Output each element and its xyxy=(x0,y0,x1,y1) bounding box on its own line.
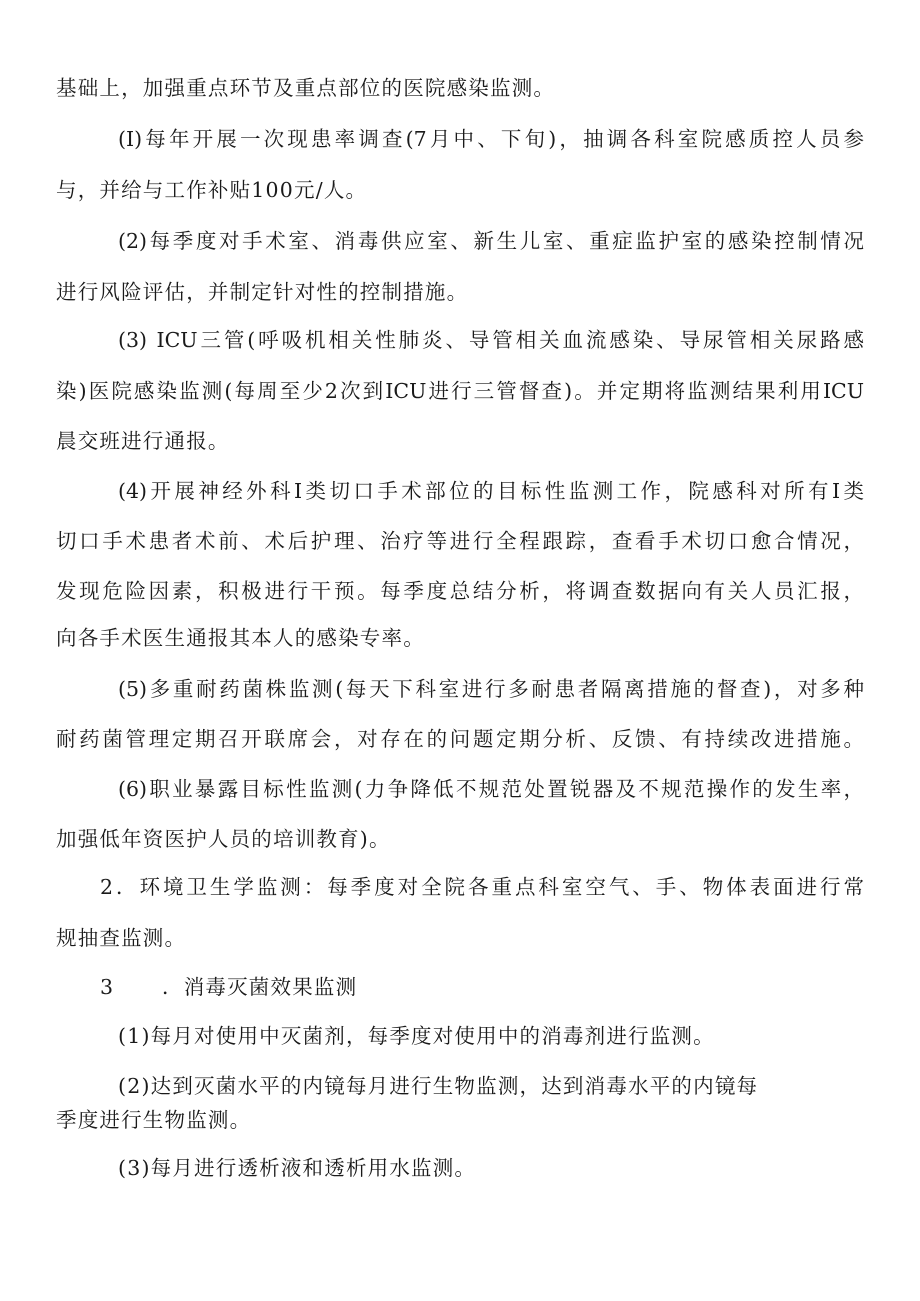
section-heading: ．消毒灭菌效果监测 xyxy=(162,975,358,999)
paragraph-line: (2)达到灭菌水平的内镜每月进行生物监测，达到消毒水平的内镜每 xyxy=(118,1074,759,1098)
paragraph-line: 基础上，加强重点环节及重点部位的医院感染监测。 xyxy=(56,76,556,100)
paragraph-line: 向各手术医生通报其本人的感染专率。 xyxy=(56,626,425,650)
paragraph-line: 染)医院感染监测(每周至少2次到ICU进行三管督查)。并定期将监测结果利用ICU xyxy=(56,379,864,403)
paragraph-line: 晨交班进行通报。 xyxy=(56,429,230,453)
paragraph-line: 与，并给与工作补贴100元/人。 xyxy=(56,178,368,202)
paragraph-line: 加强低年资医护人员的培训教育)。 xyxy=(56,827,391,851)
section-number: 3 xyxy=(100,975,115,999)
paragraph-line: (2)每季度对手术室、消毒供应室、新生儿室、重症监护室的感染控制情况 xyxy=(118,229,864,253)
paragraph-line: (3) ICU三管(呼吸机相关性肺炎、导管相关血流感染、导尿管相关尿路感 xyxy=(118,328,864,352)
paragraph-line: 规抽查监测。 xyxy=(56,926,187,950)
paragraph-line: (4)开展神经外科Ⅰ类切口手术部位的目标性监测工作，院感科对所有Ⅰ类 xyxy=(118,479,864,503)
paragraph-line: (6)职业暴露目标性监测(力争降低不规范处置锐器及不规范操作的发生率， xyxy=(118,777,864,801)
paragraph-line: (5)多重耐药菌株监测(每天下科室进行多耐患者隔离措施的督查)，对多种 xyxy=(118,677,864,701)
paragraph-line: (3)每月进行透析液和透析用水监测。 xyxy=(118,1156,477,1180)
paragraph-line: 发现危险因素，积极进行干预。每季度总结分析，将调查数据向有关人员汇报， xyxy=(56,579,864,603)
section-heading: 2．环境卫生学监测：每季度对全院各重点科室空气、手、物体表面进行常 xyxy=(100,875,864,899)
paragraph-line: (1)每月对使用中灭菌剂，每季度对使用中的消毒剂进行监测。 xyxy=(118,1024,715,1048)
paragraph-line: 耐药菌管理定期召开联席会，对存在的问题定期分析、反馈、有持续改进措施。 xyxy=(56,727,864,751)
paragraph-line: 进行风险评估，并制定针对性的控制措施。 xyxy=(56,280,469,304)
paragraph-line: (I)每年开展一次现患率调查(7月中、下旬)，抽调各科室院感质控人员参 xyxy=(118,127,864,151)
paragraph-line: 季度进行生物监测。 xyxy=(56,1108,252,1132)
paragraph-line: 切口手术患者术前、术后护理、治疗等进行全程跟踪，查看手术切口愈合情况， xyxy=(56,529,864,553)
